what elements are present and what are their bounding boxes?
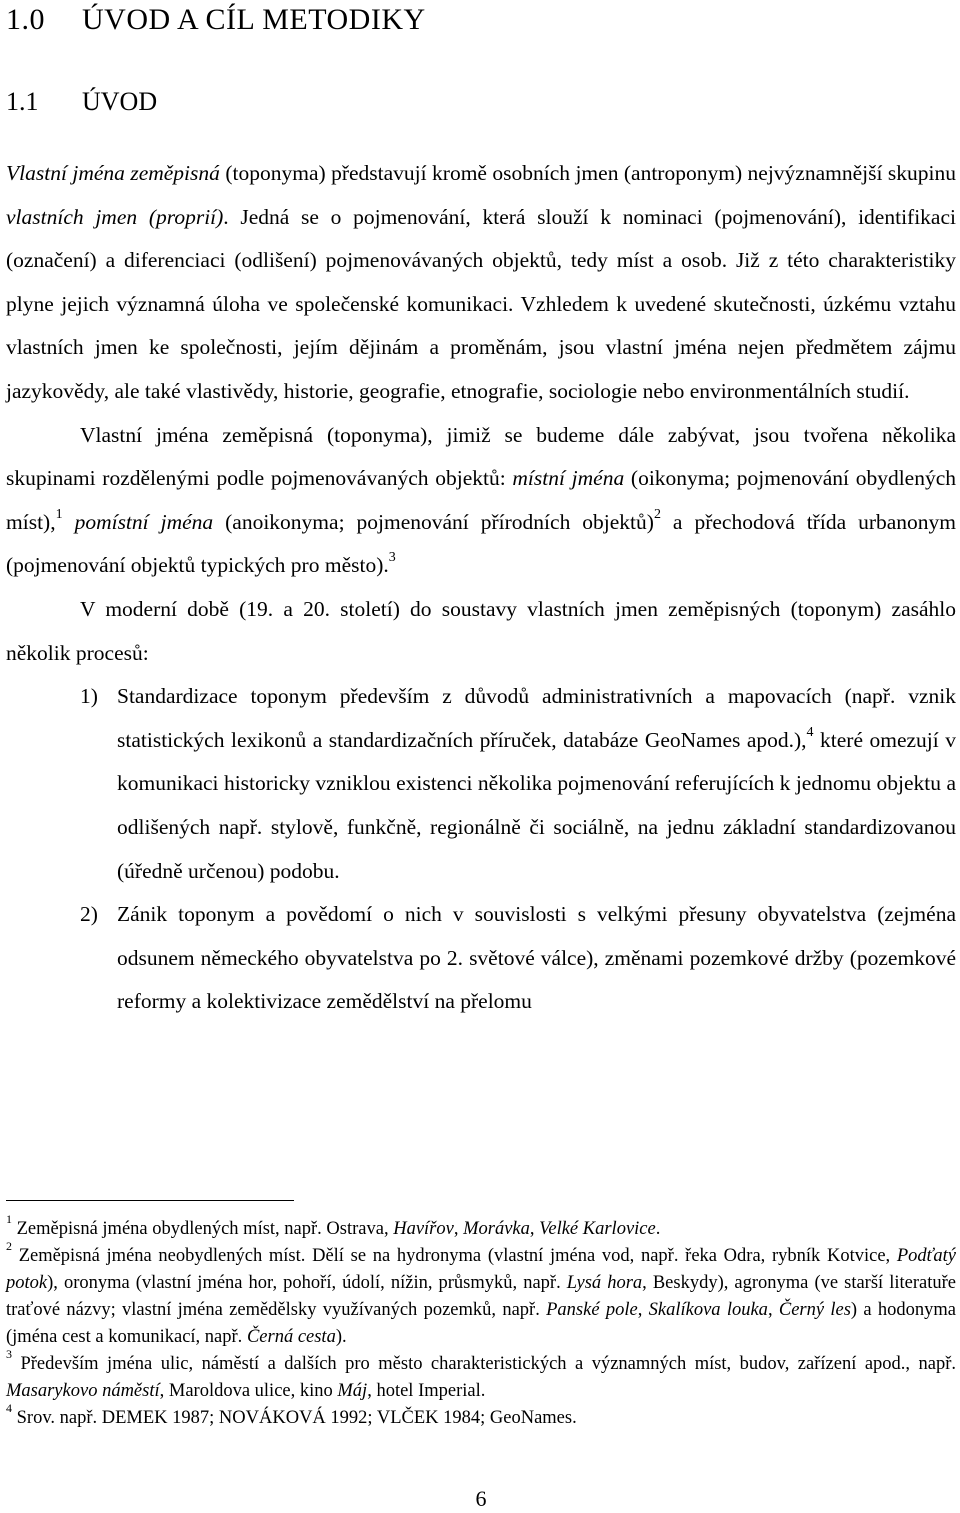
footnote-italic: Morávka — [463, 1219, 530, 1239]
footnote-separator — [6, 1200, 294, 1201]
footnotes — [6, 1211, 956, 1432]
footnote-italic: Podťatý potok — [6, 1246, 956, 1293]
list-item-text: Zánik toponym a povědomí o nich v souvislosti s velkými přesuny obyvatelstva (zejména odsunem německého obyvatelstva po 2. světové válce), změnami pozemkové držby (pozemkové reformy a kolektivizace zemědělství na přelomu — [117, 902, 956, 1014]
list-marker: 1) — [80, 684, 98, 709]
footnote-text: , Beskydy), agronyma (ve starší literatuře traťové názvy; vlastní jména zemědělsky využívaných pozemků, např. — [6, 1273, 956, 1320]
paragraph-processes: V moderní době (19. a 20. století) do soustavy vlastních jmen zeměpisných (toponym) zasáhlo několik procesů: — [6, 596, 956, 665]
paragraph-text: (toponyma) představují kromě osobních jmen (antroponym) nejvýznamnější skupinu — [219, 161, 956, 185]
section-heading — [6, 82, 157, 122]
list-item-text: které omezují v komunikaci historicky vzniklou existenci několika pojmenování referujících k jednomu objektu a odlišených např. stylově, funkčně, regionálně či sociálně, na jednu základní standardizovanou (úředně určenou) podobu. — [117, 727, 956, 883]
list-item — [6, 675, 956, 893]
footnote-italic: Černý les — [778, 1300, 851, 1320]
footnote-3 — [6, 1346, 956, 1405]
footnote-number: 2 — [6, 1238, 12, 1253]
footnote-italic: Panské pole — [546, 1300, 638, 1320]
page-number: 6 — [475, 1486, 487, 1511]
section-title: ÚVOD — [82, 87, 158, 116]
section-number: 1.1 — [6, 87, 39, 116]
paragraph-text — [63, 510, 75, 534]
footnote-text: , — [637, 1300, 649, 1320]
list-item — [6, 893, 956, 1024]
footnote-text: , hotel Imperial. — [367, 1381, 486, 1401]
footnote-italic: Černá cesta — [246, 1327, 336, 1347]
paragraph-text: a přechodová třída urbanonym (pojmenování objektů typických pro město). — [6, 509, 957, 578]
footnote-text: , — [767, 1300, 779, 1320]
paragraph-text: Vlastní jména zeměpisná (toponyma), jimiž se budeme dále zabývat, jsou tvořena několika skupinami rozdělenými podle pojmenovávaných objektů: — [6, 422, 956, 491]
footnote-italic: Lysá hora — [566, 1273, 643, 1293]
footnote-italic: Máj — [337, 1381, 368, 1401]
term-pomistni-jmena: pomístní jména — [74, 509, 214, 534]
footnote-text: ) a hodonyma (jména cest a komunikací, např. — [6, 1300, 956, 1347]
footnote-italic: Velké Karlovice — [539, 1219, 656, 1239]
footnote-number: 1 — [6, 1211, 12, 1226]
footnote-text: , — [453, 1219, 464, 1239]
paragraph-text: (anoikonyma; pojmenování přírodních objektů) — [213, 509, 654, 534]
footnote-italic: Skalíkova louka — [648, 1300, 768, 1320]
list-marker: 2) — [80, 902, 98, 927]
footnote-ref-1[interactable]: 1 — [55, 506, 63, 522]
footnote-1 — [6, 1211, 956, 1243]
footnote-text: ). — [335, 1327, 347, 1347]
paragraph-text: (oikonyma; pojmenování obydlených míst), — [6, 466, 957, 534]
footnote-text: Zeměpisná jména neobydlených míst. Dělí se na hydronyma (vlastní jména vod, např. řeka Odra, rybník Kotvice, — [12, 1246, 897, 1266]
footnote-text: Srov. např. DEMEK 1987; NOVÁKOVÁ 1992; VLČEK 1984; GeoNames. — [12, 1408, 577, 1428]
footnote-number: 3 — [6, 1346, 12, 1361]
process-list — [6, 675, 956, 1024]
paragraph-text: . Jedná se o pojmenování, která slouží k nominaci (pojmenování), identifikaci (označení) a diferenciaci (odlišení) pojmenovávaných objektů, tedy míst a osob. Již z této charakteristiky plyne jejich významná úloha ve společenské komunikaci. Vzhledem k uvedené skutečnosti, úzkému vztahu vlastních jmen ke společnosti, jejím dějinám a proměnám, jsou vlastní jména nejen předmětem zájmu jazykovědy, ale také vlastivědy, historie, geografie, etnografie, sociologie nebo environmentálních studií. — [6, 204, 956, 403]
footnote-ref-4[interactable]: 4 — [806, 724, 814, 740]
term-vlastnich-jmen: vlastních jmen (proprií) — [6, 204, 224, 229]
footnote-2 — [6, 1238, 956, 1351]
chapter-title: ÚVOD A CÍL METODIKY — [82, 3, 426, 36]
chapter-number: 1.0 — [6, 3, 45, 36]
chapter-heading — [6, 0, 426, 40]
footnote-text: . — [655, 1219, 661, 1239]
body-text — [6, 152, 956, 1024]
footnote-text: , — [529, 1219, 540, 1239]
term-vlastni-jmena-zemepisna: Vlastní jména zeměpisná — [6, 161, 220, 185]
term-mistni-jmena: místní jména — [512, 466, 625, 491]
footnote-text: , Maroldova ulice, kino — [159, 1381, 338, 1401]
footnote-text: Zeměpisná jména obydlených míst, např. Ostrava, — [12, 1219, 394, 1239]
paragraph-intro — [6, 152, 956, 414]
paragraph-toponyma-groups — [6, 414, 956, 588]
footnote-italic: Havířov — [393, 1219, 454, 1239]
footnote-ref-3[interactable]: 3 — [388, 550, 396, 566]
footnote-ref-2[interactable]: 2 — [653, 506, 661, 522]
footnote-italic: Masarykovo náměstí — [6, 1381, 160, 1401]
footnote-text: ), oronyma (vlastní jména hor, pohoří, údolí, nížin, průsmyků, např. — [47, 1273, 567, 1293]
footnote-text: Především jména ulic, náměstí a dalších pro město charakteristických a významných míst, budov, zařízení apod., např. — [12, 1354, 956, 1374]
footnote-4 — [6, 1400, 956, 1432]
footnote-number: 4 — [6, 1400, 12, 1415]
list-item-text: Standardizace toponym především z důvodů administrativních a mapovacích (např. vznik statistických lexikonů a standardizačních příruček, databáze GeoNames apod.), — [117, 684, 956, 752]
